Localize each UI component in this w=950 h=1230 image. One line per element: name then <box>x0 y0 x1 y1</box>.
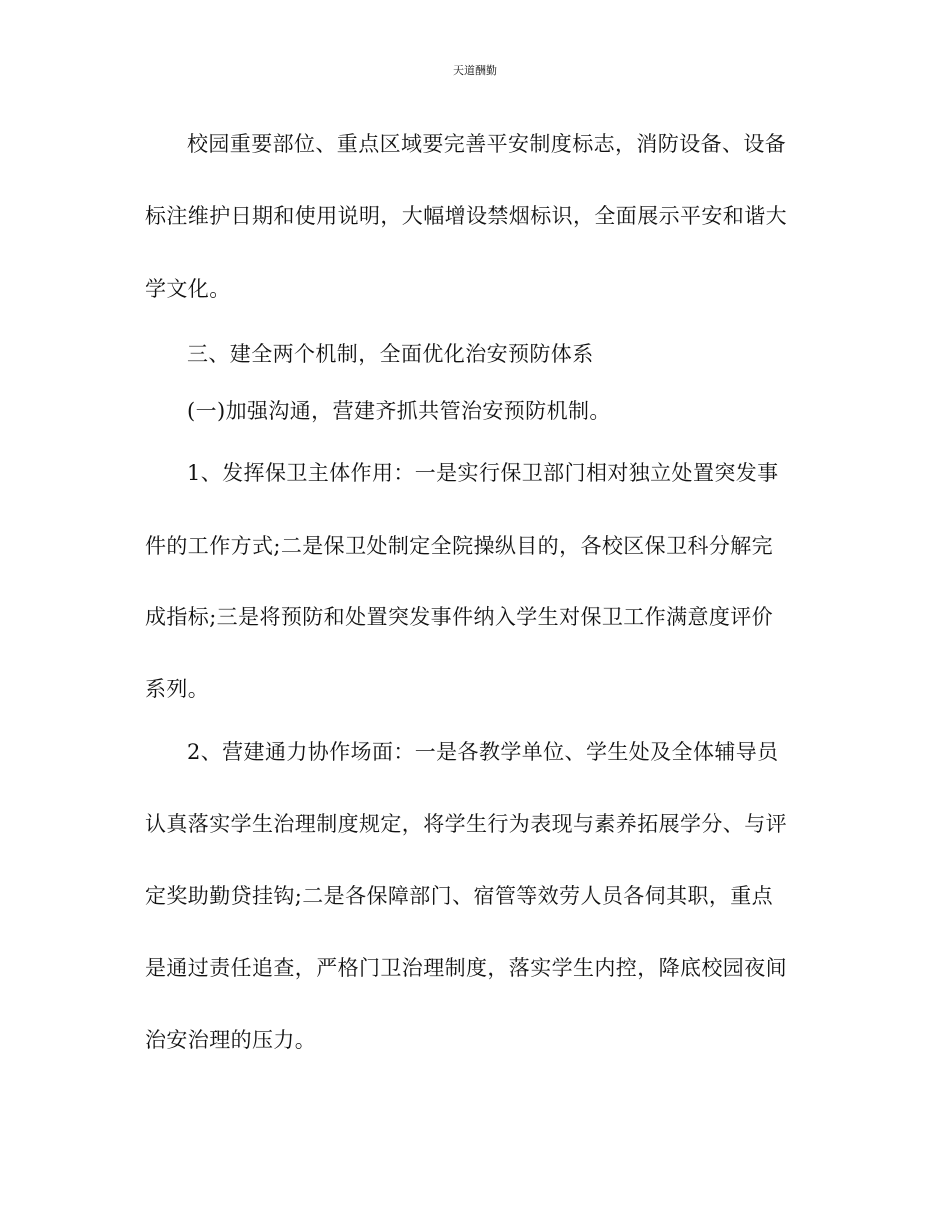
text-line: 治安治理的压力。 <box>145 1028 317 1052</box>
text-line: 系列。 <box>145 677 210 701</box>
text-line: 学文化。 <box>145 277 231 301</box>
section-heading: 三、建全两个机制，全面优化治安预防体系 <box>187 342 594 366</box>
subsection-heading: (一)加强沟通，营建齐抓共管治安预防机制。 <box>187 399 611 423</box>
text-line: 1、发挥保卫主体作用：一是实行保卫部门相对独立处置突发事 <box>187 461 779 485</box>
text-line: 校园重要部位、重点区域要完善平安制度标志，消防设备、设备 <box>187 132 787 156</box>
text-line: 定奖助勤贷挂钩;二是各保障部门、宿管等效劳人员各伺其职，重点 <box>145 884 774 908</box>
text-line: 件的工作方式;二是保卫处制定全院操纵目的，各校区保卫科分解完 <box>145 534 774 558</box>
text-line: 是通过责任追查，严格门卫治理制度，落实学生内控，降底校园夜间 <box>145 956 787 980</box>
text-line: 成指标;三是将预防和处置突发事件纳入学生对保卫工作满意度评价 <box>145 605 774 629</box>
text-line: 认真落实学生治理制度规定，将学生行为表现与素养拓展学分、与评 <box>145 812 787 836</box>
text-line: 标注维护日期和使用说明，大幅增设禁烟标识，全面展示平安和谐大 <box>145 204 787 228</box>
text-line: 2、营建通力协作场面：一是各教学单位、学生处及全体辅导员 <box>187 740 779 764</box>
page-header: 天道酬勤 <box>453 64 497 77</box>
